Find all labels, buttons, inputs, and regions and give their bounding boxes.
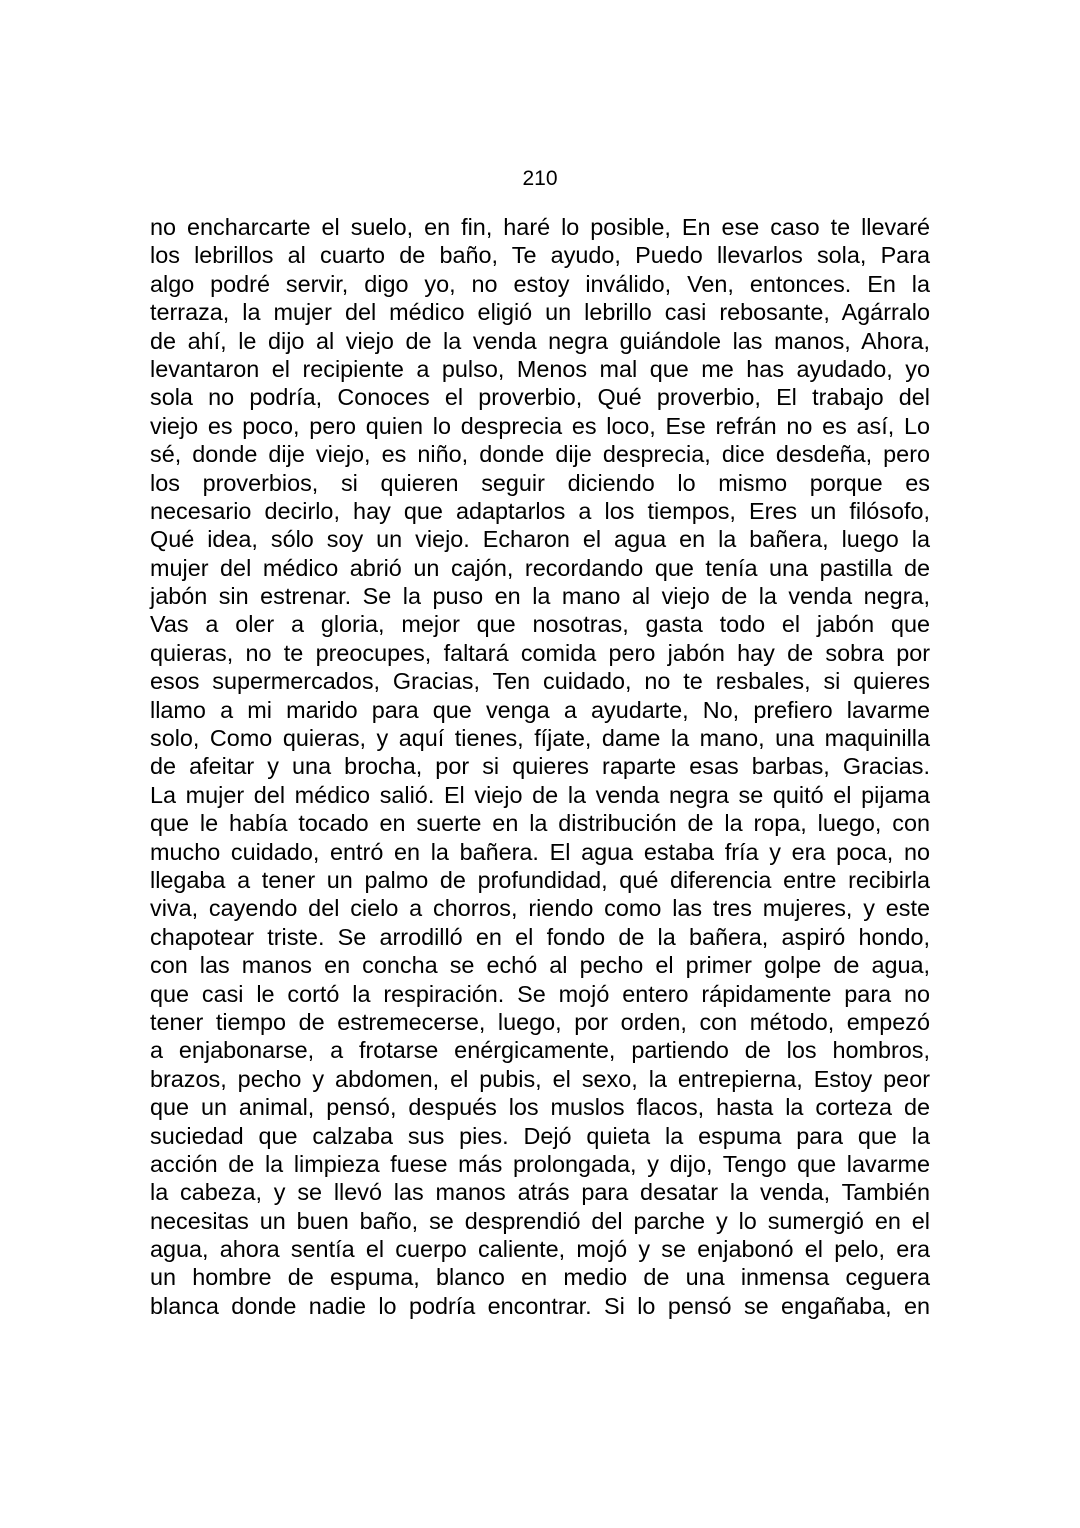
text-line: brazos, pecho y abdomen, el pubis, el sexo, la entrepierna, Estoy peor: [150, 1065, 930, 1092]
text-line: quieras, no te preocupes, faltará comida pero jabón hay de sobra por: [150, 639, 930, 666]
text-line: los lebrillos al cuarto de baño, Te ayudo, Puedo llevarlos sola, Para: [150, 242, 930, 269]
text-line: de afeitar y una brocha, por si quieres raparte esas barbas, Gracias.: [150, 753, 930, 780]
text-line: jabón sin estrenar. Se la puso en la mano al viejo de la venda negra,: [150, 583, 930, 610]
text-line: a enjabonarse, a frotarse enérgicamente, partiendo de los hombros,: [150, 1037, 930, 1064]
text-line: con las manos en concha se echó al pecho el primer golpe de agua,: [150, 952, 930, 979]
text-line: un hombre de espuma, blanco en medio de una inmensa ceguera: [150, 1264, 930, 1291]
text-line: necesitas un buen baño, se desprendió del parche y lo sumergió en el: [150, 1207, 930, 1234]
text-line: llegaba a tener un palmo de profundidad, qué diferencia entre recibirla: [150, 866, 930, 893]
text-line: sé, donde dije viejo, es niño, donde dije desprecia, dice desdeña, pero: [150, 441, 930, 468]
text-line: que un animal, pensó, después los muslos flacos, hasta la corteza de: [150, 1094, 930, 1121]
text-line: levantaron el recipiente a pulso, Menos mal que me has ayudado, yo: [150, 355, 930, 382]
text-line: la cabeza, y se llevó las manos atrás para desatar la venda, También: [150, 1179, 930, 1206]
page-number: 210: [522, 167, 558, 190]
text-line: de ahí, le dijo al viejo de la venda negra guiándole las manos, Ahora,: [150, 327, 930, 354]
body-text: [150, 213, 930, 1320]
text-line: necesario decirlo, hay que adaptarlos a los tiempos, Eres un filósofo,: [150, 497, 930, 524]
text-line: viva, cayendo del cielo a chorros, riendo como las tres mujeres, y este: [150, 895, 930, 922]
text-line: viejo es poco, pero quien lo desprecia es loco, Ese refrán no es así, Lo: [150, 412, 930, 439]
text-line: que casi le cortó la respiración. Se mojó entero rápidamente para no: [150, 980, 930, 1007]
text-line: Qué idea, sólo soy un viejo. Echaron el agua en la bañera, luego la: [150, 526, 930, 553]
text-line: solo, Como quieras, y aquí tienes, fíjate, dame la mano, una maquinilla: [150, 725, 930, 752]
text-line: terraza, la mujer del médico eligió un lebrillo casi rebosante, Agárralo: [150, 299, 930, 326]
text-line: llamo a mi marido para que venga a ayudarte, No, prefiero lavarme: [150, 696, 930, 723]
text-line: blanca donde nadie lo podría encontrar. Si lo pensó se engañaba, en: [150, 1292, 930, 1319]
text-line: no encharcarte el suelo, en fin, haré lo posible, En ese caso te llevaré: [150, 214, 930, 240]
text-line: agua, ahora sentía el cuerpo caliente, mojó y se enjabonó el pelo, era: [150, 1236, 930, 1263]
text-line: chapotear triste. Se arrodilló en el fondo de la bañera, aspiró hondo,: [150, 923, 930, 950]
text-line: mujer del médico abrió un cajón, recordando que tenía una pastilla de: [150, 554, 930, 581]
text-line: sola no podría, Conoces el proverbio, Qué proverbio, El trabajo del: [150, 384, 930, 411]
text-line: esos supermercados, Gracias, Ten cuidado, no te resbales, si quieres: [150, 668, 930, 695]
text-line: tener tiempo de estremecerse, luego, por orden, con método, empezó: [150, 1008, 930, 1035]
text-line: Vas a oler a gloria, mejor que nosotras, gasta todo el jabón que: [150, 611, 930, 638]
text-line: los proverbios, si quieren seguir diciendo lo mismo porque es: [150, 469, 930, 496]
text-line: acción de la limpieza fuese más prolongada, y dijo, Tengo que lavarme: [150, 1150, 930, 1177]
text-line: algo podré servir, digo yo, no estoy inválido, Ven, entonces. En la: [150, 270, 930, 297]
text-line: suciedad que calzaba sus pies. Dejó quieta la espuma para que la: [150, 1122, 930, 1149]
text-line: que le había tocado en suerte en la distribución de la ropa, luego, con: [150, 810, 930, 837]
text-line: mucho cuidado, entró en la bañera. El agua estaba fría y era poca, no: [150, 838, 930, 865]
text-line: La mujer del médico salió. El viejo de la venda negra se quitó el pijama: [150, 781, 930, 808]
